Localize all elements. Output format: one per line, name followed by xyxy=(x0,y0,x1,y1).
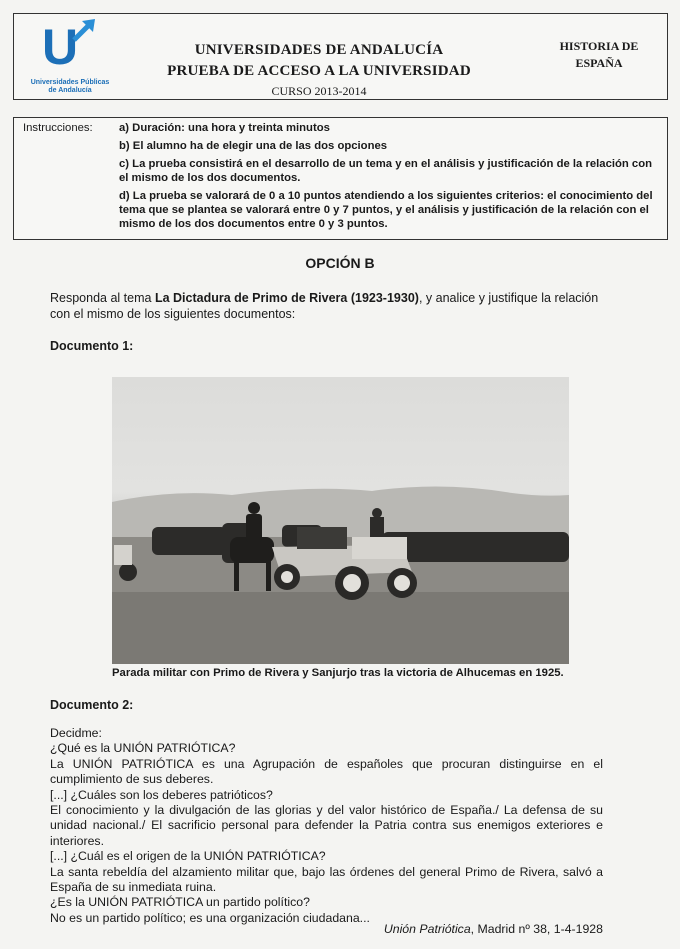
photo-caption: Parada militar con Primo de Rivera y Sanjurjo tras la victoria de Alhucemas en 1925. xyxy=(112,667,564,679)
doc2-line: Decidme: xyxy=(50,726,102,740)
logo-caption-line1: Universidades Públicas xyxy=(30,79,110,86)
instructions-box xyxy=(13,117,668,240)
doc2-line: La UNIÓN PATRIÓTICA es una Agrupación de españoles que procuran distinguirse en el cumplimiento de sus deberes. xyxy=(50,756,603,787)
instruction-item: a) Duración: una hora y treinta minutos xyxy=(119,122,330,134)
military-parade-photo xyxy=(112,377,569,664)
header-line2: PRUEBA DE ACCESO A LA UNIVERSIDAD xyxy=(167,63,471,79)
instruction-item: d) La prueba se valorará de 0 a 10 puntos atendiendo a los siguientes criterios: el conocimiento del tema que se plantea se valorará entre 0 y 7 puntos, y el análisis y justificación de la relación con el mismo de los dos documentos entre 0 y 3 puntos. xyxy=(119,190,653,230)
logo-arrow-icon xyxy=(70,18,100,44)
doc2-line: El conocimiento y la divulgación de las glorias y del valor histórico de España./ La defensa de su unidad nacional./ El sacrificio personal para defender la Patria contra sus enemigos exteriores e interiores. xyxy=(50,803,603,848)
option-title: OPCIÓN B xyxy=(305,255,375,271)
prompt-after: , y analice y justifique la relación con el mismo de los siguientes documentos: xyxy=(50,291,599,321)
photo-illustration xyxy=(112,377,569,664)
doc2-line: [...] ¿Cuál es el origen de la UNIÓN PATRIÓTICA? xyxy=(50,849,326,864)
logo-u-glyph: U xyxy=(42,19,79,75)
prompt-before: Responda al tema xyxy=(50,291,155,305)
instruction-item: b) El alumno ha de elegir una de las dos opciones xyxy=(119,140,388,152)
source-title: Unión Patriótica xyxy=(383,922,471,936)
logo-caption-line2: de Andalucía xyxy=(48,87,92,94)
doc2-line: [...] ¿Cuáles son los deberes patrióticos? xyxy=(50,787,273,802)
prompt-topic: La Dictadura de Primo de Rivera (1923-1930) xyxy=(154,291,419,305)
header-line1: UNIVERSIDADES DE ANDALUCÍA xyxy=(194,42,444,58)
doc2-line: No es un partido político; es una organización ciudadana... xyxy=(50,910,370,925)
logo-caption xyxy=(20,79,120,95)
header-title-block xyxy=(129,40,509,99)
document2-source xyxy=(330,922,603,936)
document1-label: Documento 1: xyxy=(50,339,134,353)
document2-label: Documento 2: xyxy=(50,698,134,712)
header-line3: CURSO 2013-2014 xyxy=(271,84,367,98)
instruction-item: c) La prueba consistirá en el desarrollo de un tema y en el análisis y justificación de la relación con el mismo de los dos documentos. xyxy=(119,158,653,184)
exam-prompt xyxy=(50,290,620,322)
university-logo xyxy=(20,16,120,100)
subject-name xyxy=(529,38,669,72)
subject-line2: ESPAÑA xyxy=(575,56,623,70)
doc2-line: ¿Qué es la UNIÓN PATRIÓTICA? xyxy=(50,741,236,756)
exam-header xyxy=(13,13,668,100)
document2-text xyxy=(50,726,603,926)
doc2-line: La santa rebeldía del alzamiento militar que, bajo las órdenes del general Primo de Rivera, salvó a España de su inmediata ruina. xyxy=(50,864,603,895)
instructions-label: Instrucciones: xyxy=(23,122,93,134)
subject-line1: HISTORIA DE xyxy=(559,39,639,53)
instructions-list xyxy=(119,121,661,235)
source-details: , Madrid nº 38, 1-4-1928 xyxy=(470,922,603,936)
doc2-line: ¿Es la UNIÓN PATRIÓTICA un partido político? xyxy=(50,895,310,910)
